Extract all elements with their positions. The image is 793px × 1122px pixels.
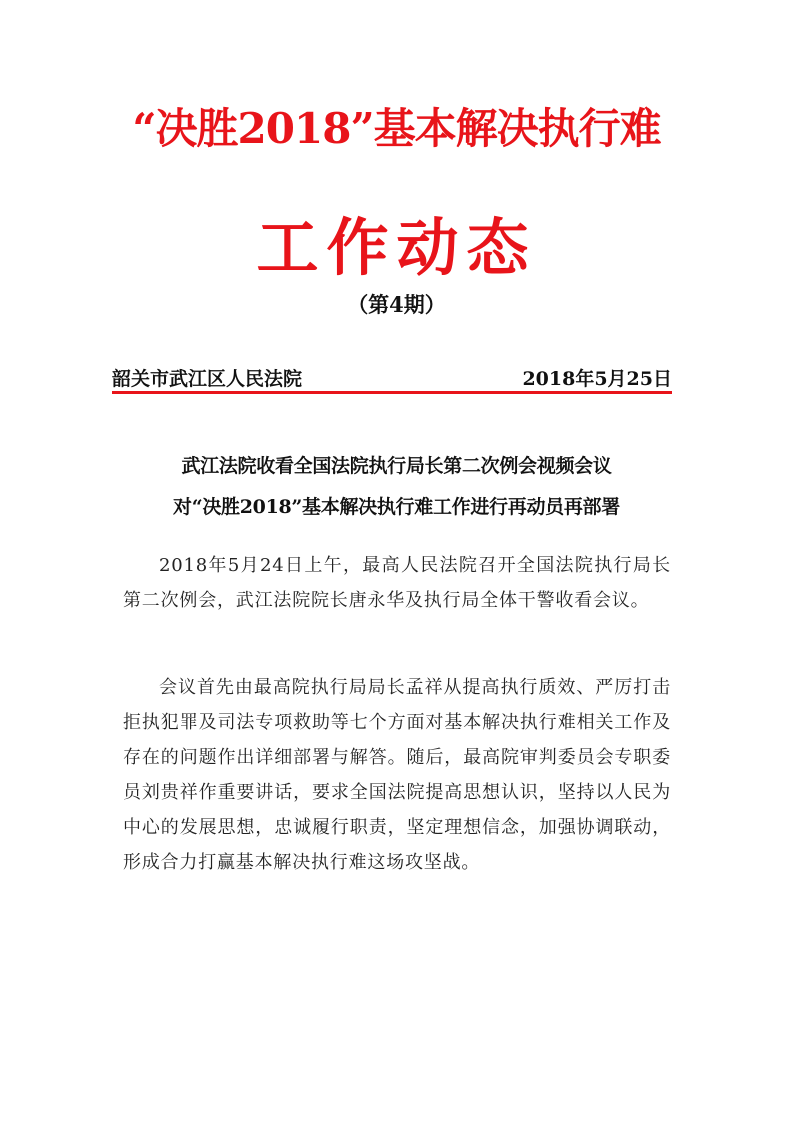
red-divider — [112, 391, 672, 394]
masthead-title: “决胜2018”基本解决执行难 — [132, 104, 661, 153]
article-paragraph: 2018年5月24日上午，最高人民法院召开全国法院执行局长第二次例会，武江法院院长唐永华及执行局全体干警收看会议。 — [123, 555, 671, 611]
issue-number: （第4期） — [347, 292, 446, 317]
organization-name: 韶关市武江区人民法院 — [112, 368, 303, 390]
issue-date: 2018年5月25日 — [522, 368, 672, 390]
meta-row — [112, 364, 672, 391]
article-headline-line1: 武江法院收看全国法院执行局长第二次例会视频会议 — [181, 455, 612, 477]
article-paragraph: 会议首先由最高院执行局局长孟祥从提高执行质效、严厉打击拒执犯罪及司法专项救助等七个方面对基本解决执行难相关工作及存在的问题作出详细部署与解答。随后，最高院审判委员会专职委员刘贵祥作重要讲话，要求全国法院提高思想认识，坚持以人民为中心的发展思想，忠诚履行职责，坚定理想信念，加强协调联动，形成合力打赢基本解决执行难这场攻坚战。 — [123, 677, 671, 873]
article-headline-line2: 对“决胜2018”基本解决执行难工作进行再动员再部署 — [173, 496, 620, 518]
masthead-subtitle: 工作动态 — [256, 211, 537, 284]
